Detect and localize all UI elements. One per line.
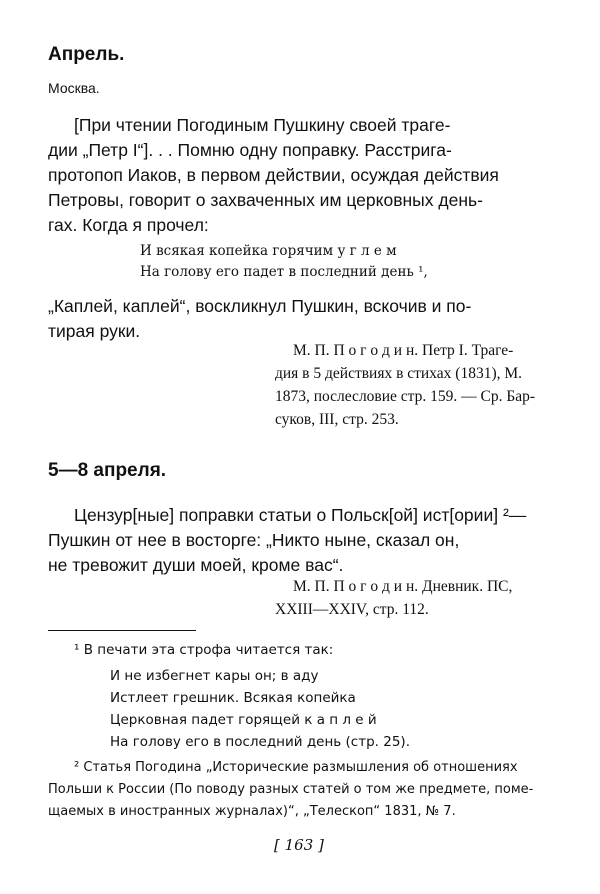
paragraph-line: гах. Когда я прочел: [48,215,209,235]
citation-line: 1873, послесловие стр. 159. — Ср. Бар- [275,388,536,405]
citation-line: М. П. П о г о д и н. Дневник. ПС, [293,578,513,595]
footnote-verse-line: На голову его в последний день (стр. 25). [110,734,410,750]
page-number: [ 163 ] [274,836,324,854]
paragraph-line: дии „Петр I“]. . . Помню одну поправку. Расстрига- [48,140,452,160]
citation-line: М. П. П о г о д и н. Петр I. Траге- [293,342,514,359]
footnote-verse-line: И не избегнет кары он; в аду [110,668,319,684]
verse-line: На голову его падет в последний день ¹, [140,264,428,280]
paragraph-line: не тревожит души моей, кроме вас“. [48,555,344,575]
section-heading-april-5-8: 5—8 апреля. [48,460,167,481]
verse-line: И всякая копейка горячим у г л е м [140,243,397,259]
paragraph-line: Петровы, говорит о захваченных им церковных день- [48,190,483,210]
footnote-separator [48,630,196,631]
paragraph-line: тирая руки. [48,321,141,341]
citation-line: суков, III, стр. 253. [275,411,399,428]
section-heading-april: Апрель. [48,44,125,65]
paragraph-line: Цензур[ные] поправки статьи о Польск[ой] ист[ории] ²— [74,505,527,525]
footnote-verse-line: Церковная падет горящей к а п л е й [110,712,377,728]
paragraph-line: Пушкин от нее в восторге: „Никто ныне, сказал он, [48,530,460,550]
footnote-2-line: ² Статья Погодина „Исторические размышления об отношениях [74,760,518,775]
citation-line: XXIII—XXIV, стр. 112. [275,601,429,618]
footnote-2-line: щаемых в иностранных журналах)“, „Телескоп“ 1831, № 7. [48,804,456,819]
footnote-verse-line: Истлеет грешник. Всякая копейка [110,690,356,706]
place-label: Москва. [48,80,100,96]
footnote-1-intro: ¹ В печати эта строфа читается так: [74,642,334,658]
citation-line: дия в 5 действиях в стихах (1831), М. [275,365,523,382]
footnote-2-line: Польши к России (По поводу разных статей о том же предмете, поме- [48,782,534,797]
paragraph-line: „Каплей, каплей“, воскликнул Пушкин, вскочив и по- [48,296,472,316]
paragraph-line: [При чтении Погодиным Пушкину своей траге- [74,115,451,135]
paragraph-line: протопоп Иаков, в первом действии, осуждая действия [48,165,499,185]
